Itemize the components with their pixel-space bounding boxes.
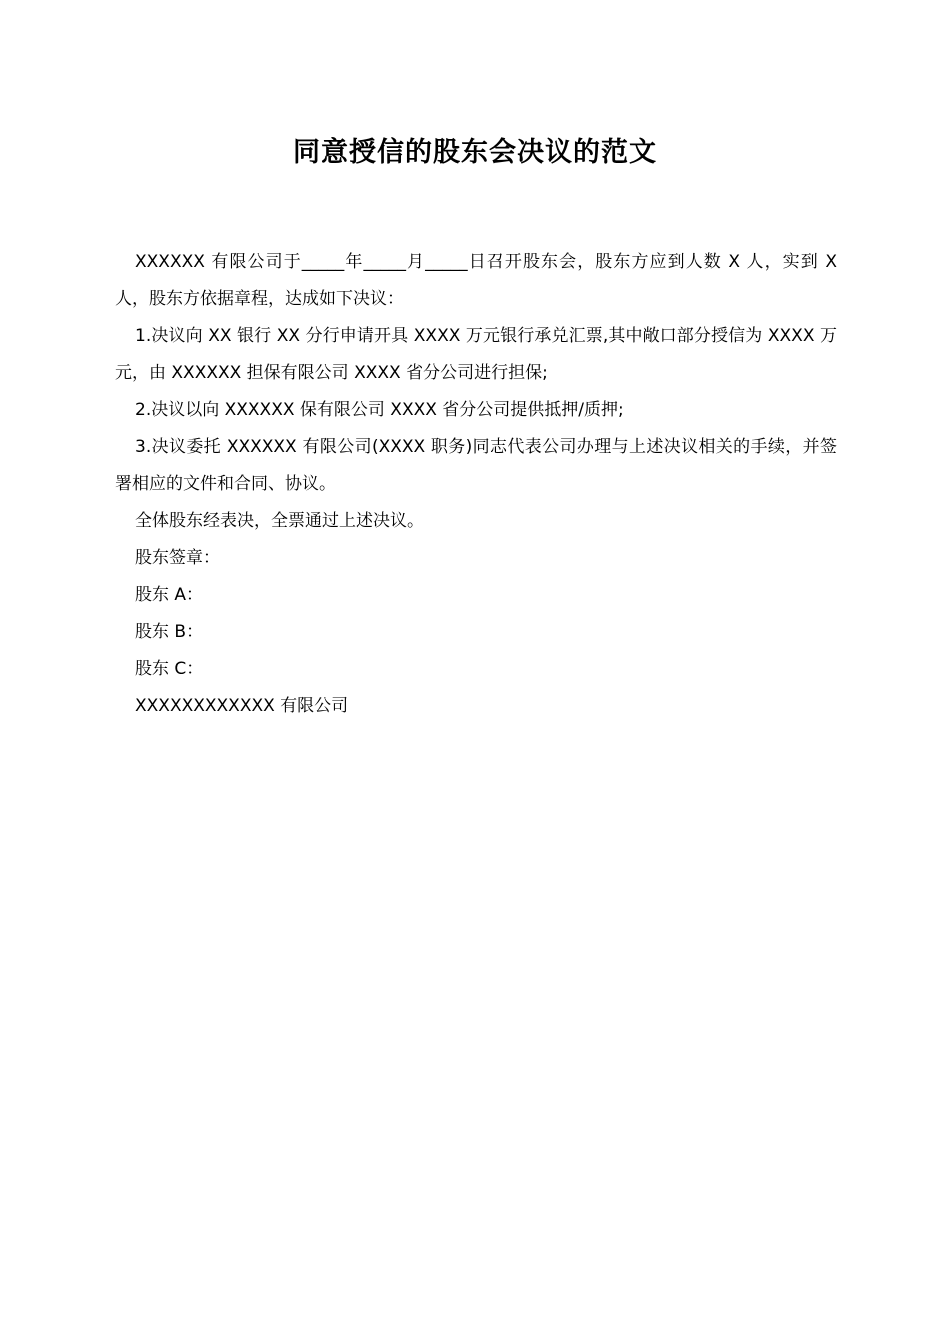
document-title: 同意授信的股东会决议的范文 [293, 137, 657, 168]
shareholder-c: 股东 C： [135, 659, 204, 679]
conclusion-text: 全体股东经表决，全票通过上述决议。 [135, 511, 424, 531]
company-name: XXXXXXXXXXXX 有限公司 [135, 696, 349, 716]
resolution-1: 1.决议向 XX 银行 XX 分行申请开具 XXXX 万元银行承兑汇票,其中敞口部分授信为 XXXX 万元，由 XXXXXX 担保有限公司 XXXX 省分公司进行担保; [115, 326, 837, 383]
resolution-2: 2.决议以向 XXXXXX 保有限公司 XXXX 省分公司提供抵押/质押; [135, 400, 624, 420]
intro-paragraph: XXXXXX 有限公司于_____年_____月_____日召开股东会，股东方应到人数 X 人，实到 X 人，股东方依据章程，达成如下决议： [115, 252, 837, 309]
shareholder-b: 股东 B： [135, 622, 204, 642]
shareholder-a: 股东 A： [135, 585, 204, 605]
resolution-3: 3.决议委托 XXXXXX 有限公司(XXXX 职务)同志代表公司办理与上述决议相关的手续，并签署相应的文件和合同、协议。 [115, 437, 837, 494]
document-body [115, 244, 837, 725]
signature-heading: 股东签章： [135, 548, 220, 568]
